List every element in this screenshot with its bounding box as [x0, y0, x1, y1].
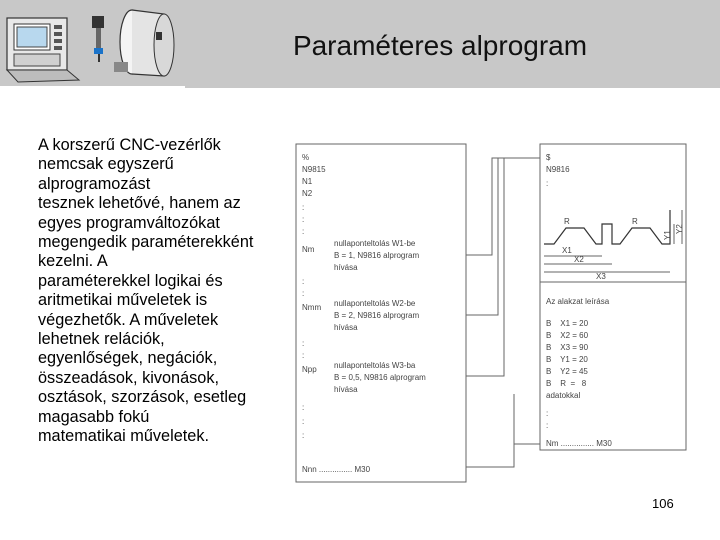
- svg-text::: :: [302, 277, 305, 286]
- svg-text::: :: [302, 417, 305, 426]
- parametric-subprogram-diagram: [282, 132, 692, 490]
- param-line-2: B X3 = 90: [546, 343, 589, 352]
- call-block-1-line-2: hívása: [334, 263, 358, 272]
- param-line-3: B Y1 = 20: [546, 355, 588, 364]
- svg-text::: :: [302, 351, 305, 360]
- subprogram-end: Nm ............... M30: [546, 439, 612, 448]
- call-block-1-line-1: B = 1, N9816 alprogram: [334, 251, 420, 260]
- call-block-label-3: Npp: [302, 365, 317, 374]
- call-block-2-line-2: hívása: [334, 323, 358, 332]
- svg-text::: :: [302, 403, 305, 412]
- shape-description-title: Az alakzat leírása: [546, 297, 610, 306]
- call-block-label-1: Nm: [302, 245, 315, 254]
- main-header-line-0: %: [302, 153, 310, 162]
- profile-label-r-left: R: [564, 217, 570, 226]
- svg-text::: :: [302, 203, 305, 212]
- main-header-line-1: N9815: [302, 165, 326, 174]
- param-line-0: B X1 = 20: [546, 319, 589, 328]
- main-program-end: Nnn ............... M30: [302, 465, 371, 474]
- call-block-3-line-1: B = 0,5, N9816 alprogram: [334, 373, 426, 382]
- call-block-1-line-0: nullaponteltolás W1-be: [334, 239, 416, 248]
- slide-title: Paraméteres alprogram: [292, 30, 588, 61]
- call-block-2-line-1: B = 2, N9816 alprogram: [334, 311, 420, 320]
- call-block-2-line-0: nullaponteltolás W2-be: [334, 299, 416, 308]
- profile-label-r-right: R: [632, 217, 638, 226]
- sub-header-line-0: $: [546, 153, 551, 162]
- cnc-machine-logo: [4, 2, 182, 86]
- param-note: adatokkal: [546, 391, 581, 400]
- profile-label-x3: X3: [596, 272, 606, 281]
- profile-label-x1: X1: [562, 246, 572, 255]
- sub-header-line-1: N9816: [546, 165, 570, 174]
- param-line-4: B Y2 = 45: [546, 367, 588, 376]
- header-divider: [0, 86, 185, 88]
- svg-text::: :: [546, 421, 549, 430]
- call-block-3-line-2: hívása: [334, 385, 358, 394]
- contour-profile: [544, 210, 670, 244]
- param-line-5: B R = 8: [546, 379, 587, 388]
- svg-text::: :: [302, 339, 305, 348]
- svg-text::: :: [302, 289, 305, 298]
- call-block-label-2: Nmm: [302, 303, 322, 312]
- svg-text::: :: [302, 227, 305, 236]
- body-paragraph: A korszerű CNC-vezérlők nemcsak egyszerű alprogramozást tesznek lehetővé, hanem az egyes programváltozókat megengedik paraméterekként kezelni. A paraméterekkel logikai és aritmetikai műveletek is végezhetők. A műveletek lehetnek relációk, egyenlőségek, negációk, összeadások, kivonások, osztások, szorzások, esetleg magasabb fokú matematikai műveletek.: [38, 136, 254, 446]
- call-block-3-line-0: nullaponteltolás W3-ba: [334, 361, 416, 370]
- profile-label-y1: Y1: [663, 230, 672, 240]
- profile-label-y2: Y2: [675, 224, 684, 234]
- main-header-line-3: N2: [302, 189, 313, 198]
- param-line-1: B X2 = 60: [546, 331, 589, 340]
- svg-text::: :: [302, 215, 305, 224]
- svg-text::: :: [302, 431, 305, 440]
- profile-label-x2: X2: [574, 255, 584, 264]
- page-number: 106: [652, 496, 674, 511]
- svg-text::: :: [546, 409, 549, 418]
- svg-text::: :: [546, 179, 549, 188]
- main-header-line-2: N1: [302, 177, 313, 186]
